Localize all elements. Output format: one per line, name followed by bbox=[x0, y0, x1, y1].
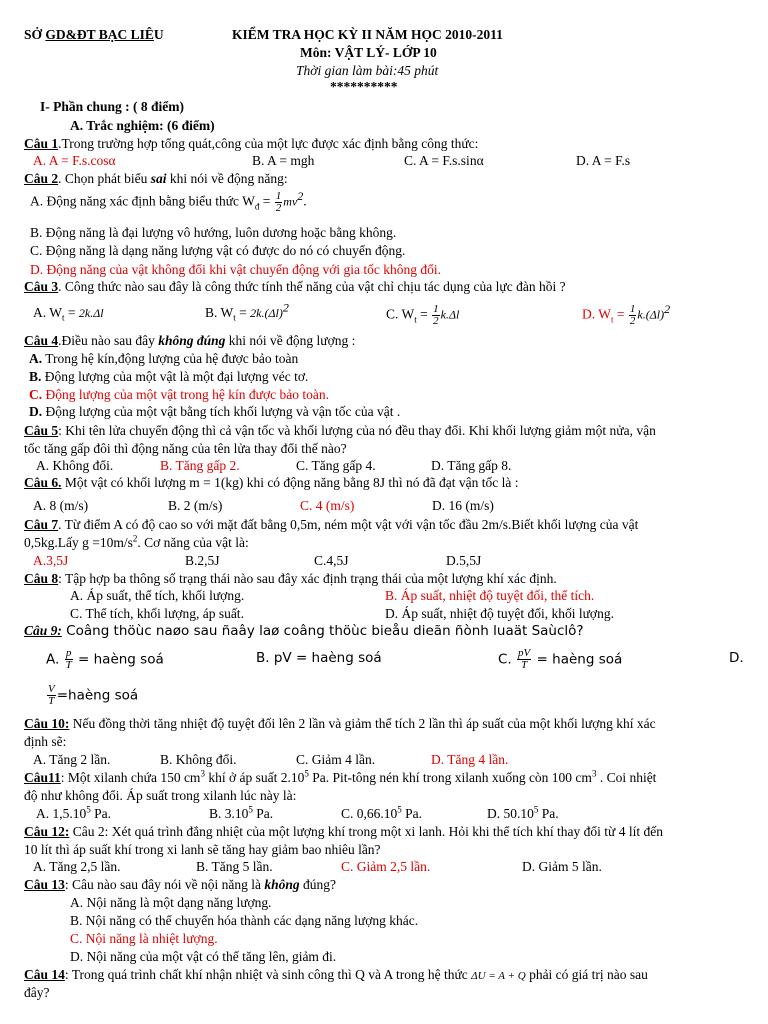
q12-option-d: D. Giảm 5 lần. bbox=[522, 859, 602, 874]
question-8: Câu 8: Tập hợp ba thông số trạng thái nào sau đây xác định trạng thái của một lượng khí xác định. bbox=[24, 571, 557, 586]
q2-option-c: C. Động năng là dạng năng lượng vật có được do nó có chuyển động. bbox=[30, 243, 406, 258]
q3-option-c: C. $W_t$ = $\frac{1}{2}$ k.Δl bbox=[386, 303, 460, 327]
q14-formula: ΔU = A + Q bbox=[471, 970, 526, 982]
question-10: Câu 10: Nếu đồng thời tăng nhiệt độ tuyệt đối lên 2 lần và giảm thể tích 2 lần thì áp suất của một khối lượng khí xác bbox=[24, 716, 656, 731]
q8-option-c: C. Thể tích, khối lượng, áp suất. bbox=[70, 606, 244, 621]
q8-option-b: B. Áp suất, nhiệt độ tuyệt đối, thể tích. bbox=[385, 588, 595, 603]
q5-option-a: A. Không đổi. bbox=[36, 458, 114, 473]
question-3: Câu 3. Công thức nào sau đây là công thức tính thế năng của vật chỉ chịu tác dụng của lực đàn hồi ? bbox=[24, 279, 566, 294]
q9-option-d-label: D. bbox=[729, 650, 744, 666]
q6-option-a: A. 8 (m/s) bbox=[33, 498, 89, 513]
question-7: Câu 7. Từ điểm A có độ cao so với mặt đất bằng 0,5m, ném một vật với vận tốc đầu 2m/s.Biết khối lượng của vật bbox=[24, 517, 639, 532]
q5-option-c: C. Tăng gấp 4. bbox=[296, 458, 376, 473]
exam-title: KIỂM TRA HỌC KỲ II NĂM HỌC 2010-2011 bbox=[232, 27, 503, 42]
q13-option-c: C. Nội năng là nhiệt lượng. bbox=[70, 931, 218, 946]
q1-option-a: A. A = F.s.cosα bbox=[33, 153, 116, 168]
q3-option-a: A. $W_t = 2k.\Delta l$ bbox=[33, 305, 104, 323]
q3-option-d: D. $W_t$ = $\frac{1}{2}$ $k.(\Delta l)^2$ bbox=[582, 302, 671, 327]
question-1: Câu 1.Trong trường hợp tổng quát,công của một lực được xác định bằng công thức: bbox=[24, 136, 479, 151]
q1-option-b: B. A = mgh bbox=[252, 153, 315, 168]
q2-option-a: A. Động năng xác định bằng biểu thức $W_đ$ = $\frac{1}{2}$ $mv^2$. bbox=[30, 189, 307, 214]
q8-option-d: D. Áp suất, nhiệt độ tuyệt đối, khối lượng. bbox=[385, 606, 614, 621]
q12-option-a: A. Tăng 2,5 lần. bbox=[33, 859, 121, 874]
q11-option-a: A. 1,5.10$^5$ Pa. bbox=[36, 804, 111, 821]
q2-option-b: B. Động năng là đại lượng vô hướng, luôn dương hoặc bằng không. bbox=[30, 225, 397, 240]
q10-option-c: C. Giảm 4 lần. bbox=[296, 752, 376, 767]
question-12-cont: 10 lít thì áp suất khí trong xi lanh sẽ tăng hay giảm bao nhiêu lần? bbox=[24, 842, 381, 857]
q6-option-b: B. 2 (m/s) bbox=[168, 498, 223, 513]
question-9: Câu 9: Coâng thöùc naøo sau ñaây laø coâng thöùc bieåu dieãn ñònh luaät Saùclô? bbox=[24, 623, 584, 639]
q11-option-c: C. 0,66.10$^5$ Pa. bbox=[341, 804, 423, 821]
q12-option-c: C. Giảm 2,5 lần. bbox=[341, 859, 431, 874]
q7-option-b: B.2,5J bbox=[185, 553, 220, 568]
q13-option-a: A. Nội năng là một dạng năng lượng. bbox=[70, 895, 272, 910]
question-14: Câu 14: Trong quá trình chất khí nhận nhiệt và sinh công thì Q và A trong hệ thức ΔU = A + Q phải có giá trị nào sau bbox=[24, 967, 648, 982]
q6-option-d: D. 16 (m/s) bbox=[432, 498, 494, 513]
q1-option-c: C. A = F.s.sinα bbox=[404, 153, 484, 168]
q4-option-c: C. Động lượng của một vật trong hệ kín được bảo toàn. bbox=[29, 387, 329, 402]
q13-option-b: B. Nội năng có thể chuyển hóa thành các dạng năng lượng khác. bbox=[70, 913, 419, 928]
school-name: SỞ GD&ĐT BẠC LIÊU bbox=[24, 27, 164, 42]
question-4: Câu 4.Điều nào sau đây không đúng khi nói về động lượng : bbox=[24, 333, 356, 348]
question-7-cont: 0,5kg.Lấy $g =10m/s^2$. Cơ năng của vật là: bbox=[24, 533, 249, 550]
q7-option-a: A.3,5J bbox=[33, 553, 69, 568]
divider-stars: ********** bbox=[330, 79, 398, 94]
subject: Môn: VẬT LÝ- LỚP 10 bbox=[300, 45, 437, 60]
question-5: Câu 5: Khi tên lửa chuyển động thì cả vận tốc và khối lượng của nó đều thay đổi. Khi khối lượng giảm một nửa, vận bbox=[24, 423, 656, 438]
question-11-cont: độ như không đổi. Áp suất trong xilanh lúc này là: bbox=[24, 788, 297, 803]
q5-option-d: D. Tăng gấp 8. bbox=[431, 458, 512, 473]
question-2: Câu 2. Chọn phát biểu sai khi nói về động năng: bbox=[24, 171, 288, 186]
q9-option-d: $\frac{V}{T}$ =haèng soá bbox=[48, 683, 139, 707]
question-14-cont: đây? bbox=[24, 985, 50, 1000]
q10-option-a: A. Tăng 2 lần. bbox=[33, 752, 111, 767]
q7-option-c: C.4,5J bbox=[314, 553, 349, 568]
question-5-cont: tốc tăng gấp đôi thì động năng của tên lửa thay đổi thế nào? bbox=[24, 441, 347, 456]
question-13: Câu 13: Câu nào sau đây nói về nội năng là không đúng? bbox=[24, 877, 337, 892]
question-12: Câu 12: Câu 2: Xét quá trình đẳng nhiệt của một lượng khí trong một xi lanh. Hỏi khi thể tích khí thay đổi từ 4 lít đến bbox=[24, 824, 663, 839]
q13-option-d: D. Nội năng của một vật có thể tăng lên, giảm đi. bbox=[70, 949, 337, 964]
q4-option-d: D. Động lượng của một vật bằng tích khối lượng và vận tốc của vật . bbox=[29, 404, 401, 419]
q9-option-a: A. $\frac{p}{T}$ = haèng soá bbox=[46, 647, 164, 671]
q8-option-a: A. Áp suất, thể tích, khối lượng. bbox=[70, 588, 245, 603]
q4-option-a: A. Trong hệ kín,động lượng của hệ được bảo toàn bbox=[29, 351, 299, 366]
question-6: Câu 6. Một vật có khối lượng m = 1(kg) khi có động năng bằng 8J thì nó đã đạt vận tốc là : bbox=[24, 475, 519, 490]
q6-option-c: C. 4 (m/s) bbox=[300, 498, 355, 513]
q12-option-b: B. Tăng 5 lần. bbox=[196, 859, 273, 874]
question-11: Câu11: Một xilanh chứa 150 $cm^3$ khí ở áp suất 2.10$^5$ Pa. Pit-tông nén khí trong xilanh xuống còn 100 $cm^3$ . Coi nhiệt bbox=[24, 768, 657, 785]
q5-option-b: B. Tăng gấp 2. bbox=[160, 458, 240, 473]
exam-time: Thời gian làm bài:45 phút bbox=[296, 63, 439, 78]
q7-option-d: D.5,5J bbox=[446, 553, 482, 568]
q1-option-d: D. A = F.s bbox=[576, 153, 631, 168]
q10-option-b: B. Không đổi. bbox=[160, 752, 237, 767]
q10-option-d: D. Tăng 4 lần. bbox=[431, 752, 509, 767]
question-10-cont: định sẽ: bbox=[24, 734, 67, 749]
q9-option-b: B. pV = haèng soá bbox=[256, 650, 382, 666]
section-title: I- Phần chung : ( 8 điểm) bbox=[40, 99, 185, 114]
q11-option-d: D. 50.10$^5$ Pa. bbox=[487, 804, 559, 821]
q9-option-c: C. $\frac{pV}{T}$ = haèng soá bbox=[498, 647, 623, 671]
q11-option-b: B. 3.10$^5$ Pa. bbox=[209, 804, 274, 821]
q4-option-b: B. Động lượng của một vật là một đại lượng véc tơ. bbox=[29, 369, 309, 384]
q3-option-b: B. $W_t = 2k.(\Delta l)^2$ bbox=[205, 300, 289, 323]
q2-option-d: D. Động năng của vật không đổi khi vật chuyển động với gia tốc không đổi. bbox=[30, 262, 441, 277]
section-subtitle: A. Trắc nghiệm: (6 điểm) bbox=[70, 118, 215, 133]
